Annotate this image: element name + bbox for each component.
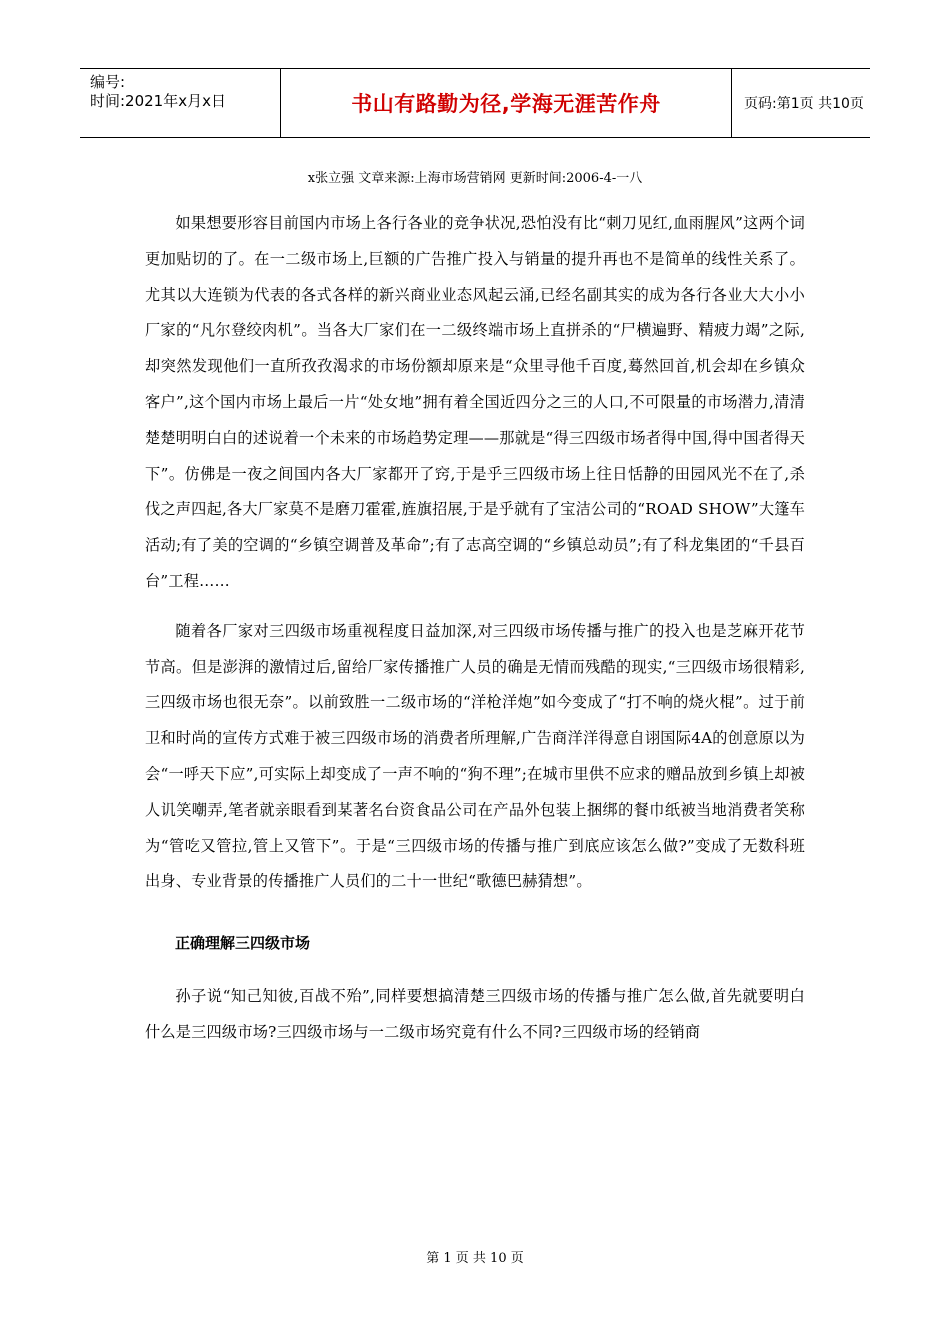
section-heading: 正确理解三四级市场 — [175, 934, 311, 953]
paragraph: 如果想要形容目前国内市场上各行各业的竞争状况,恐怕没有比“刺刀见红,血雨腥风”这两个词更加贴切的了。在一二级市场上,巨额的广告推广投入与销量的提升再也不是简单的线性关系了。尤其以大连锁为代表的各式各样的新兴商业业态风起云涌,已经名副其实的成为各行各业大大小小厂家的“凡尔登绞肉机”。当各大厂家们在一二级终端市场上直拼杀的“尸横遍野、精疲力竭”之际,却突然发现他们一直所孜孜渴求的市场份额却原来是“众里寻他千百度,蓦然回首,机会却在乡镇众客户”,这个国内市场上最后一片“处女地”拥有着全国近四分之三的人口,不可限量的市场潜力,清清楚楚明明白白的述说着一个未来的市场趋势定理——那就是“得三四级市场者得中国,得中国者得天下”。仿佛是一夜之间国内各大厂家都开了窍,于是乎三四级市场上往日恬静的田园风光不在了,杀伐之声四起,各大厂家莫不是磨刀霍霍,旌旗招展,于是乎就有了宝洁公司的“ROAD SHOW”大篷车活动;有了美的空调的“乡镇空调普及革命”;有了志高空调的“乡镇总动员”;有了科龙集团的“千县百台”工程…… — [145, 214, 805, 590]
document-header-table — [80, 68, 870, 138]
header-page-number: 页码:第1页 共10页 — [744, 96, 864, 112]
doc-date-label: 时间:2021年x月x日 — [90, 92, 226, 110]
header-motto: 书山有路勤为径,学海无涯苦作舟 — [351, 92, 661, 116]
page-footer: 第 1 页 共 10 页 — [426, 1251, 524, 1266]
article-byline: x张立强 文章来源:上海市场营销网 更新时间:2006-4-一八 — [307, 171, 643, 186]
doc-number-label: 编号: — [90, 73, 126, 91]
header-motto-cell — [281, 69, 732, 137]
paragraph: 随着各厂家对三四级市场重视程度日益加深,对三四级市场传播与推广的投入也是芝麻开花节节高。但是澎湃的激情过后,留给厂家传播推广人员的确是无情而残酷的现实,“三四级市场很精彩,三四级市场也很无奈”。以前致胜一二级市场的“洋枪洋炮”如今变成了“打不响的烧火棍”。过于前卫和时尚的宣传方式难于被三四级市场的消费者所理解,广告商洋洋得意自诩国际4A的创意原以为会“一呼天下应”,可实际上却变成了一声不响的“狗不理”;在城市里供不应求的赠品放到乡镇上却被人讥笑嘲弄,笔者就亲眼看到某著名台资食品公司在产品外包装上捆绑的餐巾纸被当地消费者笑称为“管吃又管拉,管上又管下”。于是“三四级市场的传播与推广到底应该怎么做?”变成了无数科班出身、专业背景的传播推广人员们的二十一世纪“歌德巴赫猜想”。 — [145, 621, 805, 891]
header-meta-cell — [80, 69, 281, 137]
article-body — [145, 206, 805, 1051]
paragraph: 孙子说“知己知彼,百战不殆”,同样要想搞清楚三四级市场的传播与推广怎么做,首先就要明白什么是三四级市场?三四级市场与一二级市场究竟有什么不同?三四级市场的经销商 — [145, 987, 805, 1041]
header-page-cell — [732, 69, 870, 137]
